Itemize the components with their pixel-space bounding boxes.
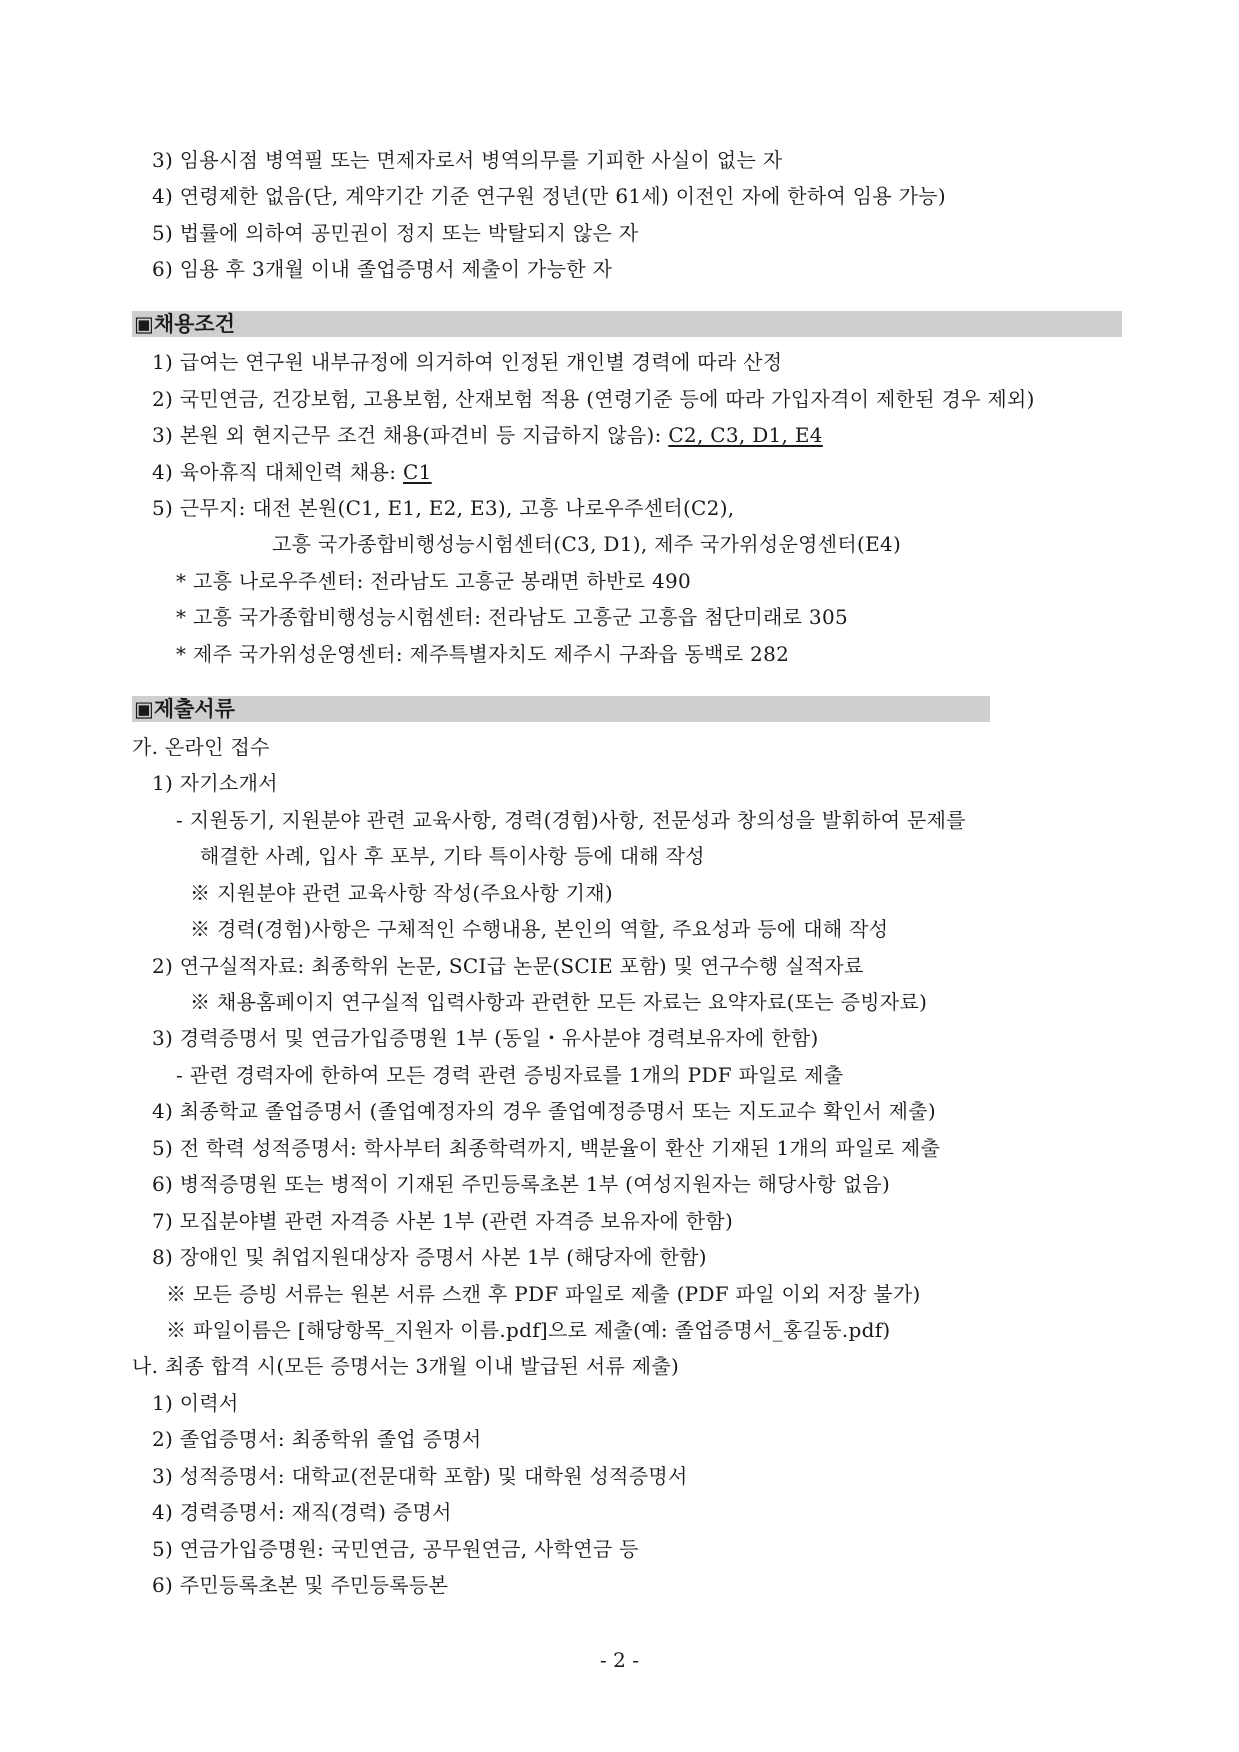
- list-item: 1) 자기소개서: [152, 771, 278, 795]
- page-number: - 2 -: [600, 1648, 639, 1672]
- list-item: 3) 임용시점 병역필 또는 면제자로서 병역의무를 기피한 사실이 없는 자: [152, 148, 783, 172]
- section-header-conditions: ▣채용조건: [132, 311, 1122, 337]
- item-text: 4) 육아휴직 대체인력 채용:: [152, 460, 403, 484]
- list-item: - 관련 경력자에 한하여 모든 경력 관련 증빙자료를 1개의 PDF 파일로 제출: [176, 1063, 844, 1087]
- list-item-continuation: 해결한 사례, 입사 후 포부, 기타 특이사항 등에 대해 작성: [200, 844, 705, 868]
- subsection-title: 가. 온라인 접수: [132, 735, 270, 759]
- note: ※ 파일이름은 [해당항목_지원자 이름.pdf]으로 제출(예: 졸업증명서_홍길동.pdf): [166, 1318, 891, 1342]
- list-item: 6) 임용 후 3개월 이내 졸업증명서 제출이 가능한 자: [152, 257, 613, 281]
- underlined-codes: C1: [403, 460, 432, 484]
- list-item: 2) 졸업증명서: 최종학위 졸업 증명서: [152, 1427, 482, 1451]
- underlined-codes: C2, C3, D1, E4: [668, 423, 823, 447]
- note: ※ 모든 증빙 서류는 원본 서류 스캔 후 PDF 파일로 제출 (PDF 파일 이외 저장 불가): [166, 1282, 921, 1306]
- list-item: 4) 경력증명서: 재직(경력) 증명서: [152, 1500, 452, 1524]
- list-item: 3) 성적증명서: 대학교(전문대학 포함) 및 대학원 성적증명서: [152, 1464, 688, 1488]
- list-item: 5) 법률에 의하여 공민권이 정지 또는 박탈되지 않은 자: [152, 221, 639, 245]
- note: ※ 경력(경험)사항은 구체적인 수행내용, 본인의 역할, 주요성과 등에 대해 작성: [190, 917, 889, 941]
- list-item: 5) 전 학력 성적증명서: 학사부터 최종학력까지, 백분율이 환산 기재된 1개의 파일로 제출: [152, 1136, 941, 1160]
- list-item: 2) 국민연금, 건강보험, 고용보험, 산재보험 적용 (연령기준 등에 따라 가입자격이 제한된 경우 제외): [152, 387, 1035, 411]
- list-item: 4) 연령제한 없음(단, 계약기간 기준 연구원 정년(만 61세) 이전인 자에 한하여 임용 가능): [152, 184, 946, 208]
- note: * 고흥 국가종합비행성능시험센터: 전라남도 고흥군 고흥읍 첨단미래로 305: [176, 605, 848, 629]
- list-item: 3) 경력증명서 및 연금가입증명원 1부 (동일・유사분야 경력보유자에 한함): [152, 1026, 819, 1050]
- section-header-documents: ▣제출서류: [132, 696, 990, 722]
- note: * 제주 국가위성운영센터: 제주특별자치도 제주시 구좌읍 동백로 282: [176, 642, 790, 666]
- list-item: 1) 급여는 연구원 내부규정에 의거하여 인정된 개인별 경력에 따라 산정: [152, 350, 783, 374]
- list-item: 1) 이력서: [152, 1391, 239, 1415]
- item-text: 3) 본원 외 현지근무 조건 채용(파견비 등 지급하지 않음):: [152, 423, 669, 447]
- note: ※ 지원분야 관련 교육사항 작성(주요사항 기재): [190, 881, 613, 905]
- note: * 고흥 나로우주센터: 전라남도 고흥군 봉래면 하반로 490: [176, 569, 692, 593]
- list-item: 5) 연금가입증명원: 국민연금, 공무원연금, 사학연금 등: [152, 1537, 639, 1561]
- note: ※ 채용홈페이지 연구실적 입력사항과 관련한 모든 자료는 요약자료(또는 증빙자료): [190, 990, 928, 1014]
- list-item: 2) 연구실적자료: 최종학위 논문, SCI급 논문(SCIE 포함) 및 연구수행 실적자료: [152, 954, 864, 978]
- list-item: 6) 병적증명원 또는 병적이 기재된 주민등록초본 1부 (여성지원자는 해당사항 없음): [152, 1172, 891, 1196]
- list-item: 8) 장애인 및 취업지원대상자 증명서 사본 1부 (해당자에 한함): [152, 1245, 707, 1269]
- list-item: - 지원동기, 지원분야 관련 교육사항, 경력(경험)사항, 전문성과 창의성을 발휘하여 문제를: [176, 808, 966, 832]
- list-item: [152, 423, 823, 447]
- list-item: [152, 460, 432, 484]
- list-item: 4) 최종학교 졸업증명서 (졸업예정자의 경우 졸업예정증명서 또는 지도교수 확인서 제출): [152, 1099, 936, 1123]
- subsection-title: 나. 최종 합격 시(모든 증명서는 3개월 이내 발급된 서류 제출): [132, 1354, 680, 1378]
- list-item-continuation: 고흥 국가종합비행성능시험센터(C3, D1), 제주 국가위성운영센터(E4): [272, 532, 902, 556]
- list-item: 7) 모집분야별 관련 자격증 사본 1부 (관련 자격증 보유자에 한함): [152, 1209, 734, 1233]
- list-item: 6) 주민등록초본 및 주민등록등본: [152, 1573, 449, 1597]
- list-item: 5) 근무지: 대전 본원(C1, E1, E2, E3), 고흥 나로우주센터(C2),: [152, 496, 735, 520]
